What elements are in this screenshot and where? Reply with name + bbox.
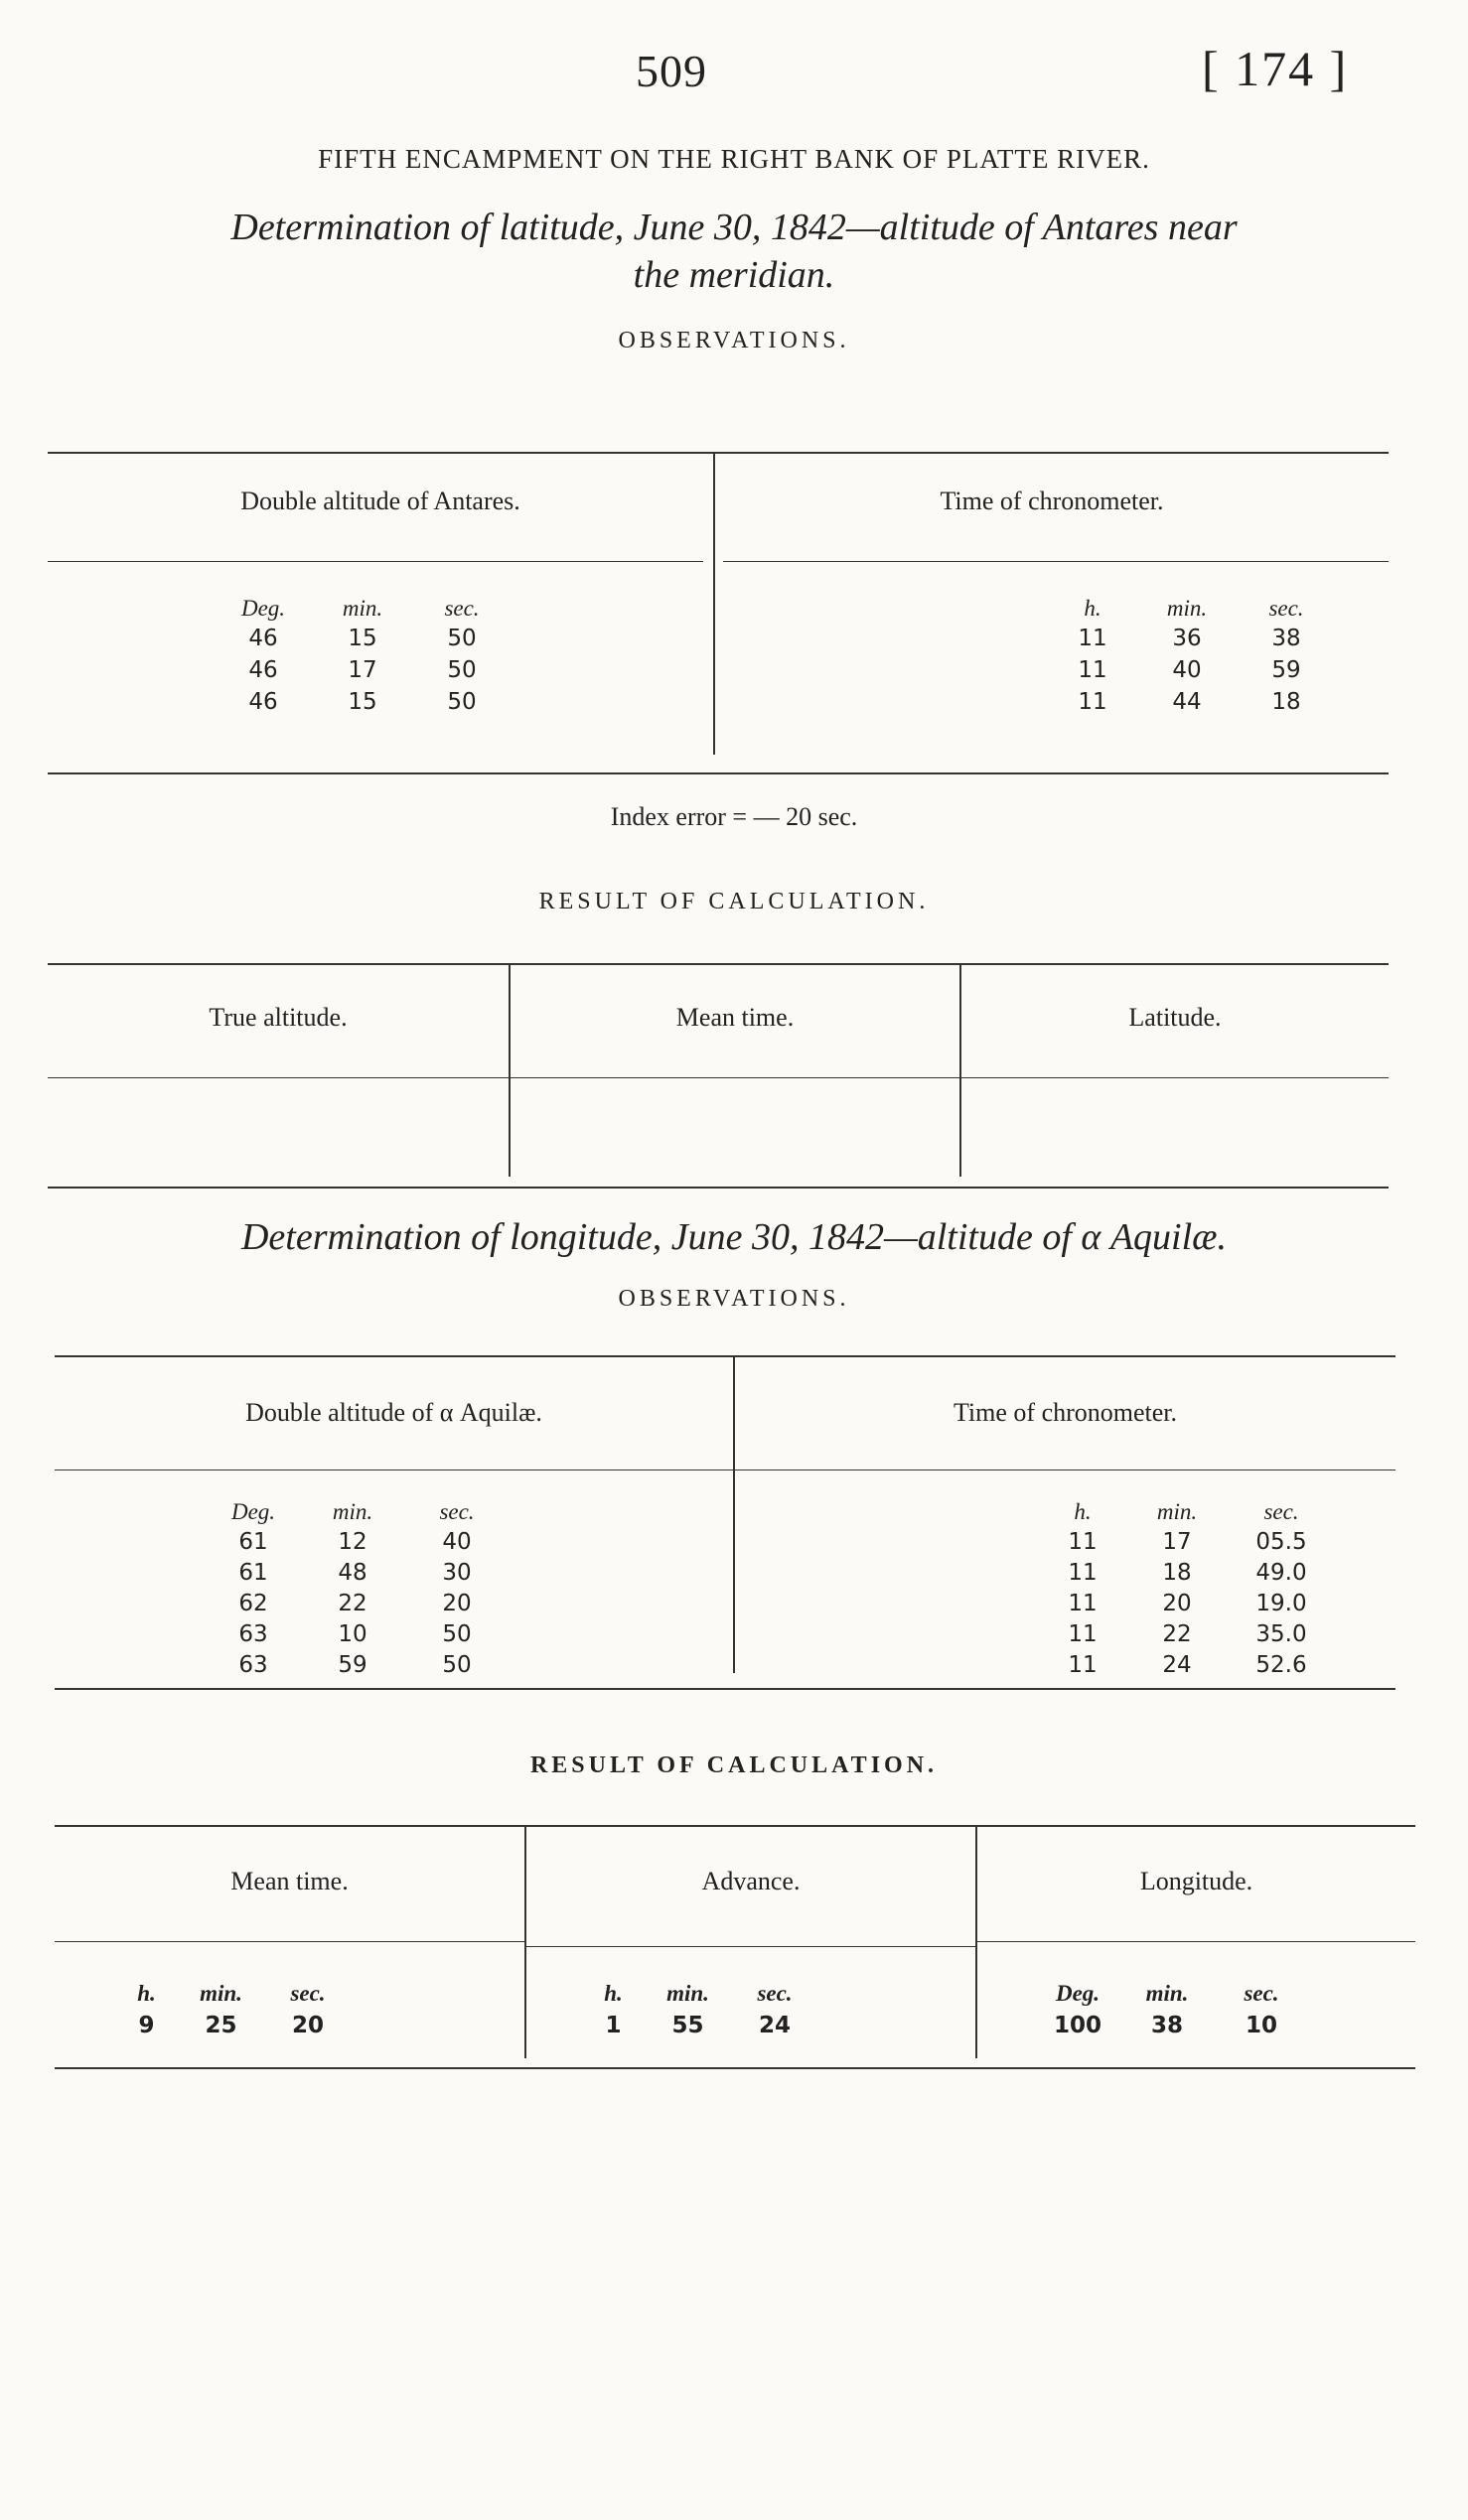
header-rule-right [723,561,1389,562]
table-row: 62 22 20 [238,1591,472,1616]
result-rule-bottom [48,1187,1389,1189]
table-row: 11 40 59 [1078,657,1301,683]
longitude-left-units: Deg. min. sec. [230,1499,475,1524]
table-rule-bottom [48,772,1389,774]
longitude-result-label: RESULT OF CALCULATION. [529,1752,939,1778]
table-row: 11 18 49.0 [1068,1560,1307,1586]
result-units-mean-time: h. min. sec. [137,1981,326,2006]
column-header-mean-time: Mean time. [230,1867,349,1895]
column-header-true-altitude: True altitude. [209,1003,348,1032]
column-divider [509,963,511,1177]
latitude-right-units: h. min. sec. [1084,596,1304,621]
result-value-mean-time: 9 25 20 [138,2013,324,2038]
column-header-double-altitude: Double altitude of α Aquilæ. [245,1398,542,1427]
result-header-rule [977,1941,1415,1942]
table-row: 46 17 50 [248,657,477,683]
table-rule-top [55,1355,1395,1357]
table-row: 11 22 35.0 [1068,1621,1307,1647]
result-value-longitude: 100 38 10 [1053,2013,1277,2038]
result-rule-bottom [55,2067,1415,2069]
result-value-advance: 1 55 24 [605,2013,791,2038]
column-header-chronometer: Time of chronometer. [953,1398,1178,1427]
table-row: 61 48 30 [238,1560,472,1586]
header-rule-left [48,561,703,562]
column-header-mean-time: Mean time. [675,1003,795,1032]
latitude-title-line1: Determination of latitude, June 30, 1842—altitude of Antares near [230,207,1238,248]
result-units-advance: h. min. sec. [604,1981,793,2006]
column-header-double-altitude: Double altitude of Antares. [240,487,520,515]
table-row: 11 17 05.5 [1068,1529,1307,1555]
column-divider [524,1825,526,2058]
latitude-result-label: RESULT OF CALCULATION. [538,889,930,914]
latitude-observations-label: OBSERVATIONS. [618,328,850,353]
result-rule-top [48,963,1389,965]
page-number: 509 [636,46,707,96]
result-header-rule [55,1941,524,1942]
result-header-rule [526,1946,975,1947]
result-rule-top [55,1825,1415,1827]
longitude-observations-label: OBSERVATIONS. [618,1286,850,1312]
page-heading: FIFTH ENCAMPMENT ON THE RIGHT BANK OF PLATTE RIVER. [318,144,1150,174]
table-row: 46 15 50 [248,689,477,715]
column-header-longitude: Longitude. [1139,1867,1253,1895]
table-row: 61 12 40 [238,1529,472,1555]
result-header-rule [48,1077,1389,1078]
bracket-page-number: [ 174 ] [1202,41,1349,96]
table-row: 11 24 52.6 [1068,1652,1307,1678]
column-divider [959,963,961,1177]
table-row: 63 10 50 [238,1621,472,1647]
longitude-title: Determination of longitude, June 30, 1842—altitude of α Aquilæ. [240,1216,1228,1258]
table-rule-bottom [55,1688,1395,1690]
table-rule-top [48,452,1389,454]
result-units-longitude: Deg. min. sec. [1055,1981,1279,2006]
index-error: Index error = — 20 sec. [610,802,858,831]
table-row: 11 36 38 [1078,626,1301,651]
column-header-chronometer: Time of chronometer. [940,487,1164,515]
column-header-advance: Advance. [701,1867,801,1895]
column-header-latitude: Latitude. [1128,1003,1222,1032]
table-row: 11 20 19.0 [1068,1591,1307,1616]
table-row: 11 44 18 [1078,689,1301,715]
longitude-right-units: h. min. sec. [1074,1499,1299,1524]
latitude-title-line2: the meridian. [633,254,835,296]
table-row: 46 15 50 [248,626,477,651]
latitude-left-units: Deg. min. sec. [240,596,480,621]
table-row: 63 59 50 [238,1652,472,1678]
